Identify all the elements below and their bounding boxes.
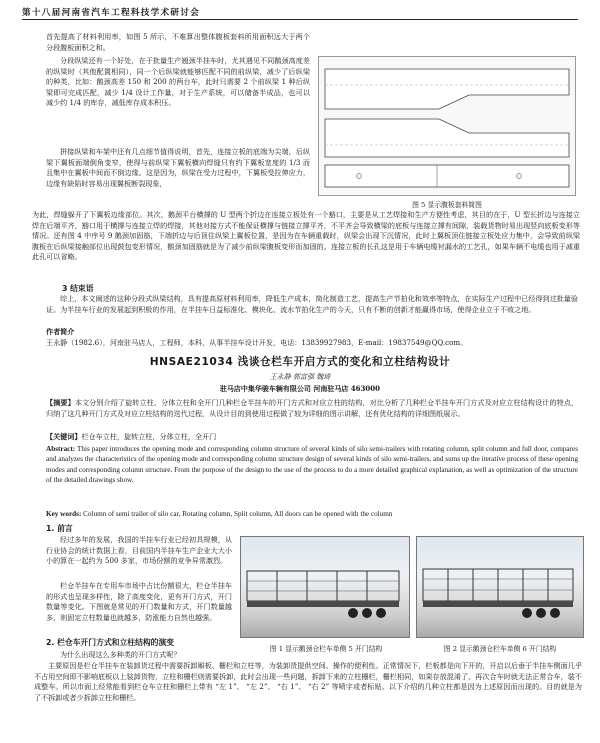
keywords-en-text: Column of semi trailer of silo car, Rotating column, Split column, All doors can be opened with the column — [83, 510, 393, 518]
wheel-1 — [348, 608, 358, 618]
web-plate-outline-1 — [325, 69, 569, 109]
article-affiliation: 驻马店中集华骏车辆有限公司 河南驻马店 463000 — [219, 384, 381, 393]
paragraph-main: 主要原因是栏仓半挂车在装卸货过程中需要拆卸厢板、栅栏和立柱等，为装卸货提供空间、操作的便利性。正常情况下，栏板都是向下开的，开启以后垂于半挂车侧面几乎不占用空间即不影响底板以上装卸货物，立柱和栅栏则需要拆卸，此时会出现一些问题，拆卸下来的立柱栅栏，栅栏相同，如果存放混淆了，再次合车时就无法正常合车，装不成整车。所以市面上经常能看到栏仓车立柱和栅栏上带有 “左 1”、 “左 2”、 “右 1”、 “右 2” 等喷字或者标贴。以下介绍的几种立柱都是因为上述原因而出现的。目的就是为了不拆卸或者少拆卸立柱和栅栏。 — [34, 661, 582, 702]
chassis-bar — [247, 601, 399, 607]
keywords-en — [46, 509, 578, 519]
author-bio-heading: 作者简介 — [46, 327, 75, 336]
paragraph-preface-2: 栏仓半挂车在专用车市场中占比份额很大，栏仓半挂车的形式也呈现多样性，除了高度变化，更有开门方式，开门数量等变化。下图就是常见的开门数量和方式，开门数量越多，则固定立柱数量也就越多，防涨能力自然也越强。 — [46, 581, 232, 622]
wheel-1 — [522, 608, 532, 618]
paragraph-intro: 首先提高了材料利用率，如图 5 所示，不难算出整体腹板套料所用面积远大于两个分段腹板面积之和。 — [46, 32, 310, 52]
wheel-2 — [362, 608, 372, 618]
cargo-fence-frame — [247, 571, 399, 601]
paragraph-why: 为什么出现这么多种类的开门方式呢？ — [60, 650, 181, 659]
figure-1-caption: 图 1 显示鹅颈仓栏车单侧 5 开门结构 — [269, 645, 383, 653]
keywords-cn — [46, 432, 578, 443]
abstract-cn-label: 【摘要】 — [46, 398, 75, 407]
figure-1-truck-photo — [240, 536, 410, 638]
abstract-cn — [46, 398, 578, 419]
paragraph-conclusion: 综上，本文阐述的这种分段式纵梁结构，具有提高原材料利用率，降低生产成本，简化制造工艺，提高生产节拍化和效率等特点，在实际生产过程中已经得到过批量验证。为半挂车行业的发展起到积极的作用，在半挂车日益标准化、模块化、流水节拍化生产的今天，只有不断的创新才能赢得市场，使得企业立于不败之地。 — [46, 294, 578, 314]
keywords-cn-text: 栏仓车立柱，旋转立柱，分体立柱，全开门 — [81, 432, 217, 441]
abstract-cn-text: 本文分别介绍了旋转立柱、分体立柱和全开门几种栏仓半挂车的开门方式和对应立柱的结构，对比分析了几种栏仓半挂车开门方式及对应立柱结构设计的特点，归纳了这几种开门方式及对应立柱结构的迭代过程，从设计目的到使用过程做了较为详细的图示讲解，还有优化结构的详细图纸展示。 — [46, 398, 578, 418]
abstract-en — [46, 444, 578, 486]
paragraph-welding-details: 为此，焊缝躲开了下翼板边缘部位。其次，鹅颈平台横撑的 U 型两个折边在连接立板处有一个豁口，主要是从工艺焊接和生产方便性考虑，其目的在于，U 型长折边与连接立焊在后端平齐，豁口用于横撑与连接立焊的焊接，其他对接方式不能保证横撑与链接立撑平齐，不平齐会导致横梁的底板与连接立撑有间隙，装载货物时易出现竖向底板变形等情况。还有图 4 中序号 9 鹅颈加固筋，下端折边与后顶住纵梁上翼板位置，是因为在车辆重载时，纵梁会出现下沉情况，此时上翼板顶住链接立板处应力集中，会导致前纵梁腹板在后纵梁接触部位出现鼓包变形情况，鹅颈加固筋就是为了减少前纵梁腹板变形而加固的。连接立板的长孔这是用于车辆电缆衬漏水的工艺孔，如果车辆不电缆也用于减重此孔可以省略。 — [32, 210, 580, 262]
section-1-heading: 1. 前言 — [46, 524, 73, 533]
wheel-3 — [550, 608, 560, 618]
section-2-heading: 2. 栏仓车开门方式和立柱结构的演变 — [46, 638, 175, 647]
author-bio: 王永静（1982.6），河南驻马店人，工程师，本科，从事半挂车设计开发，电话：13839927983，E-mail：19837549@QQ.com。 — [46, 338, 468, 347]
paragraph-segmented-beam: 分段纵梁还有一个好处，在于批量生产翘颈半挂车时，尤其遇见不同鹅颈高度差的纵梁时（其他配置相同），同一个后纵梁就能够匹配不同的前纵梁，减少了后纵梁的种类，比如：鹅颈高差 150 和 200 的两台车，此时只需要 2 个前纵梁 1 种后纵梁即可完成匹配，减少 1/4 设计工作量，对于生产系统，可以储备半成品，也可以减少约 1/4 的库存，减低库存成本积压。 — [46, 56, 310, 108]
truck-illustration-1 — [241, 537, 409, 637]
paragraph-preface-1: 经过多年的发展，我国的半挂车行业已经初具规模，从行业协会的统计数据上看，目前国内半挂车生产企业大大小小的算在一起约为 500 多家，市场份额的竞争异常激烈。 — [46, 535, 232, 566]
article-authors: 王永静 郭富强 魏琦 — [269, 373, 331, 381]
article-title: HNSAE21034 浅谈仓栏车开启方式的变化和立柱结构设计 — [149, 356, 451, 368]
keywords-en-label: Key words: — [46, 510, 82, 518]
abstract-en-text: This paper introduces the opening mode and corresponding column structure of several kinds of silo semi-trailers with rotating column, split column and full door, compares and analyzes the characteristics of the opening mode and corresponding column structure design of several kinds of silo semi-trailers, and sums up the iterative process of these opening modes and corresponding column structure. From the purpose of the design to the use of the process to do a more detailed graphical explanation, as well as optimization of the structure of the detailed drawings show. — [46, 445, 578, 485]
figure-2-caption: 图 2 显示鹅颈仓栏车单侧 6 开门结构 — [443, 645, 557, 653]
truck-illustration-2 — [417, 537, 583, 637]
keywords-cn-label: 【关键词】 — [46, 432, 82, 441]
wheel-2 — [536, 608, 546, 618]
chassis-bar — [423, 601, 573, 607]
page-header — [22, 6, 578, 20]
paragraph-joint-details: 拼接纵梁和车架中还有几点细节值得说明，首先，连接立板的底端为尖端，后纵梁下翼板面端倒角变窄，使得与前纵梁下翼板横向焊缝只有约下翼板宽度的 1/3 而且集中在翼板中间而不倒边缘。这是因为，纵梁在受力过程中，下翼板受拉伸应力，边缘有缺陷时容易出现翼板断裂现象， — [46, 147, 310, 188]
figure-5-caption: 图 5 显示腹板套料简图 — [412, 201, 482, 209]
wheel-3 — [376, 608, 386, 618]
nesting-drawing — [319, 57, 575, 195]
abstract-en-label: Abstract: — [46, 445, 76, 453]
section-3-heading: 3 结束语 — [62, 284, 94, 293]
figure-5-web-nesting-diagram — [318, 56, 576, 196]
web-plate-outline-2 — [325, 119, 569, 157]
figure-2-truck-photo — [416, 536, 584, 638]
conference-title: 第十八届河南省汽车工程科技学术研讨会 — [22, 8, 201, 18]
